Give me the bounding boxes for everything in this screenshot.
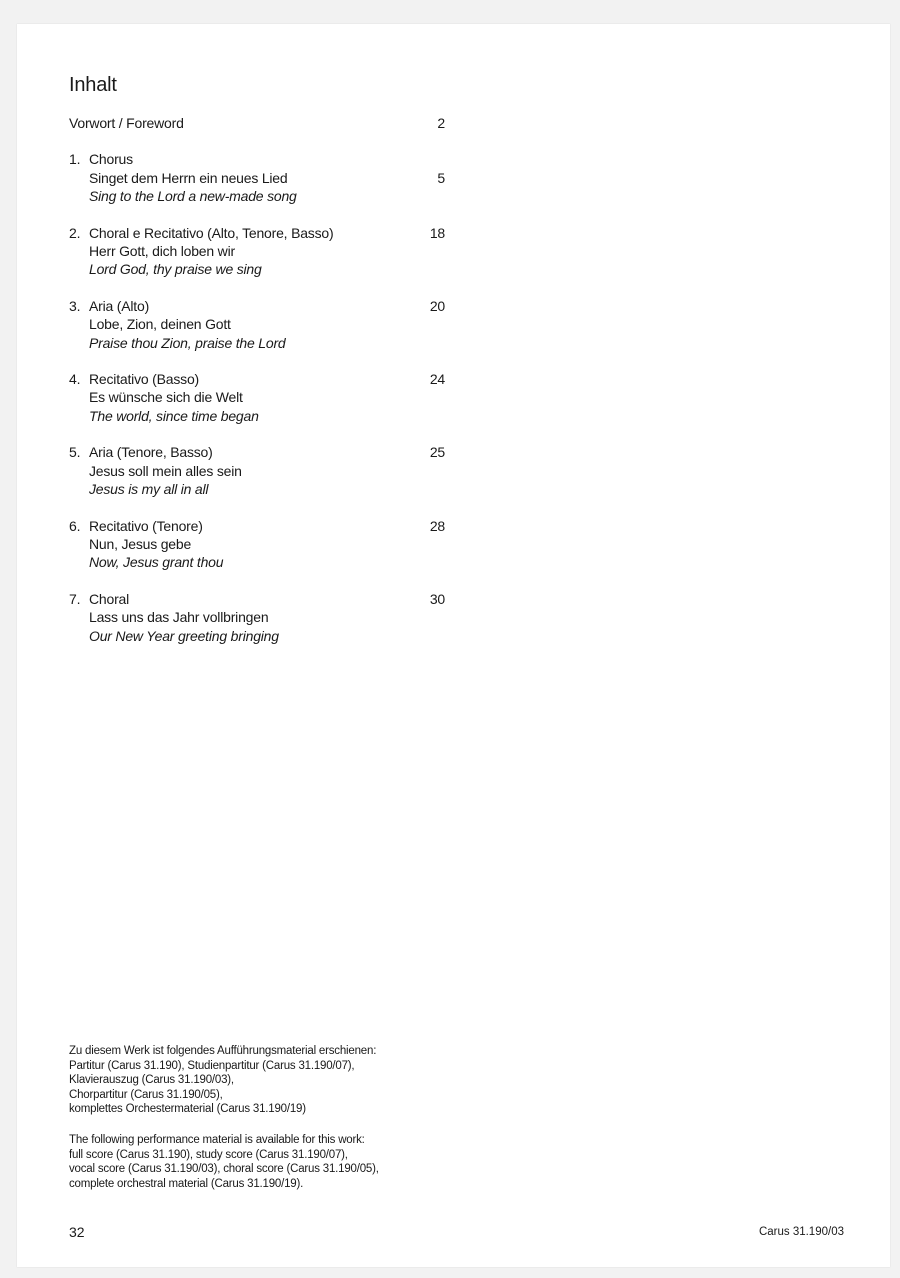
- toc-entry-foreword: [69, 114, 445, 132]
- entry-heading: Aria (Alto): [89, 297, 150, 314]
- toc-entry-1: [69, 150, 445, 205]
- entry-german-title: Lobe, Zion, deinen Gott: [89, 316, 231, 333]
- entry-number: 6.: [69, 517, 81, 534]
- toc-entry-3: [69, 297, 445, 352]
- entry-heading: Recitativo (Basso): [89, 371, 199, 388]
- entry-page: 18: [429, 224, 445, 241]
- entry-number: 3.: [69, 297, 81, 314]
- entry-page: 28: [429, 517, 445, 534]
- entry-number: 2.: [69, 224, 81, 241]
- toc-entry-2: [69, 224, 445, 279]
- material-line: Partitur (Carus 31.190), Studienpartitur (Carus 31.190/07),: [69, 1059, 355, 1072]
- entry-heading: Aria (Tenore, Basso): [89, 444, 213, 461]
- material-line: Klavierauszug (Carus 31.190/03),: [69, 1074, 234, 1087]
- entry-page: 5: [437, 169, 445, 186]
- toc-entry-5: [69, 443, 445, 498]
- entry-heading: Recitativo (Tenore): [89, 517, 203, 534]
- material-line: komplettes Orchestermaterial (Carus 31.190/19): [69, 1103, 306, 1116]
- catalog-number: Carus 31.190/03: [758, 1226, 844, 1238]
- entry-page: 24: [429, 371, 445, 388]
- entry-heading: Choral: [89, 590, 130, 607]
- entry-number: 4.: [69, 371, 81, 388]
- page-title: Inhalt: [69, 74, 117, 96]
- entry-german-title: Es wünsche sich die Welt: [89, 389, 243, 406]
- performance-material-notice: [69, 1044, 489, 1207]
- entry-german-title: Singet dem Herrn ein neues Lied: [89, 169, 288, 186]
- material-line: vocal score (Carus 31.190/03), choral score (Carus 31.190/05),: [69, 1163, 379, 1176]
- material-english: [69, 1133, 489, 1191]
- entry-heading: Choral e Recitativo (Alto, Tenore, Basso): [89, 224, 334, 241]
- material-line: The following performance material is available for this work:: [69, 1133, 365, 1146]
- material-line: full score (Carus 31.190), study score (Carus 31.190/07),: [69, 1148, 348, 1161]
- entry-german-title: Lass uns das Jahr vollbringen: [89, 609, 269, 626]
- entry-english-title: Praise thou Zion, praise the Lord: [89, 334, 286, 351]
- entry-page: 30: [429, 590, 445, 607]
- toc-entry-7: [69, 590, 445, 645]
- entry-english-title: Jesus is my all in all: [89, 481, 209, 498]
- entry-heading: Chorus: [89, 151, 133, 168]
- entry-german-title: Herr Gott, dich loben wir: [89, 243, 235, 260]
- foreword-page: 2: [437, 115, 445, 131]
- entry-number: 7.: [69, 590, 81, 607]
- page-number: 32: [69, 1224, 85, 1240]
- entry-english-title: Our New Year greeting bringing: [89, 627, 279, 644]
- entry-english-title: Lord God, thy praise we sing: [89, 261, 262, 278]
- material-german: [69, 1044, 489, 1117]
- material-line: complete orchestral material (Carus 31.190/19).: [69, 1177, 304, 1190]
- toc-entry-4: [69, 370, 445, 425]
- entry-page: 20: [429, 297, 445, 314]
- entry-german-title: Nun, Jesus gebe: [89, 535, 192, 552]
- entry-page: 25: [429, 444, 445, 461]
- entry-english-title: Sing to the Lord a new-made song: [89, 188, 297, 205]
- document-page: [17, 24, 890, 1267]
- foreword-label: Vorwort / Foreword: [69, 115, 184, 131]
- entry-english-title: The world, since time began: [89, 407, 259, 424]
- material-line: Chorpartitur (Carus 31.190/05),: [69, 1088, 223, 1101]
- table-of-contents: [69, 114, 445, 663]
- material-line: Zu diesem Werk ist folgendes Aufführungsmaterial erschienen:: [69, 1045, 377, 1057]
- entry-english-title: Now, Jesus grant thou: [89, 554, 224, 571]
- toc-entry-6: [69, 517, 445, 572]
- entry-number: 1.: [69, 151, 81, 168]
- entry-german-title: Jesus soll mein alles sein: [89, 462, 242, 479]
- entry-number: 5.: [69, 444, 81, 461]
